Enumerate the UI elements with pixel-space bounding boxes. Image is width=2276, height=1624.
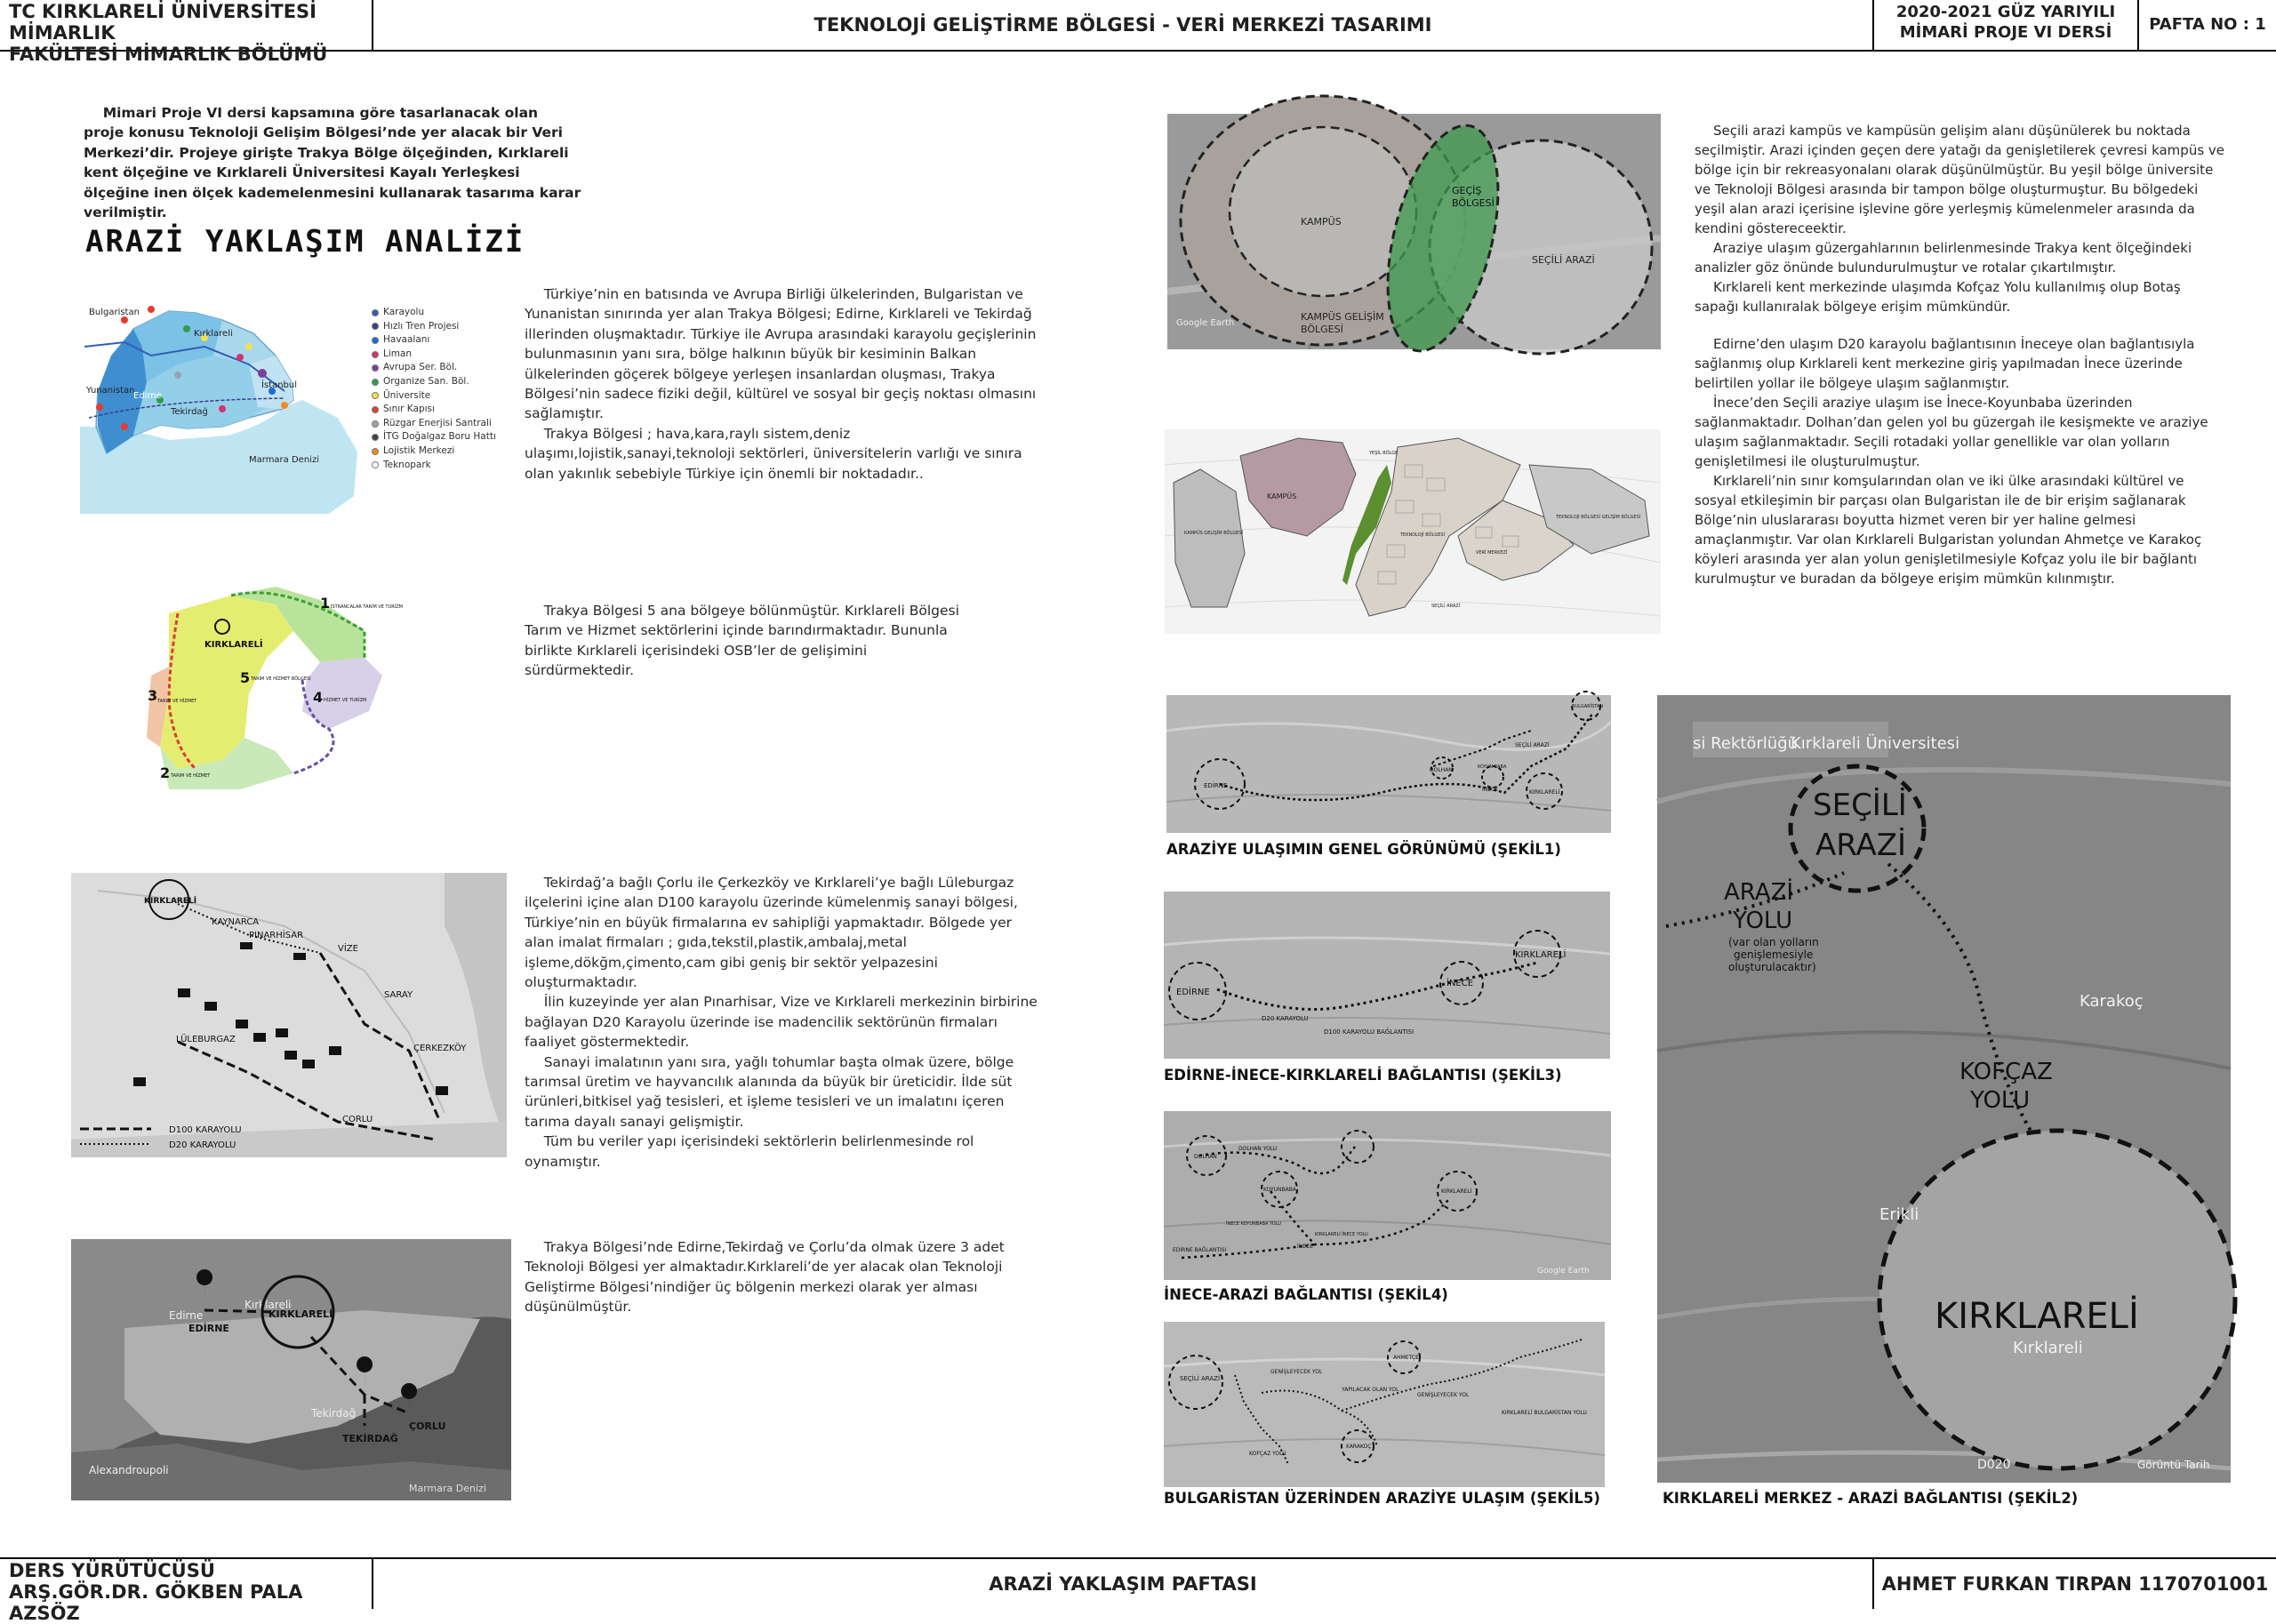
intro-paragraph: Mimari Proje VI dersi kapsamına göre tasarlanacak olan proje konusu Teknoloji Gelişim Bölgesi’nde yer alacak bir Veri Merkezi’dir. Projeye girişte Trakya Bölge ölçeğinden, Kırklareli kent ölçeğine ve Kırklareli Üniversitesi Kayalı Yerleşkesi ölçeğine inen ölçek kademelenmesini kullanarak tasarıma karar verilmiştir. [84, 105, 581, 221]
label-edirne: Edirne [133, 391, 162, 401]
school-line2: FAKÜLTESİ MİMARLIK BÖLÜMÜ [9, 44, 328, 65]
region-4-label: HİZMET VE TURİZM [324, 698, 367, 703]
legend-swatch-icon [372, 351, 379, 358]
section-heading: ARAZİ YAKLAŞIM ANALİZİ [85, 224, 525, 260]
access-paragraph: Edirne’den ulaşım D20 karayolu bağlantısının İneceye olan bağlantısıyla sağlanmış olup Kırklareli kent merkezine giriş yapılmadan İnece üzerinde belirtilen yollar ile bölgeye ulaşım sağlanmıştır. İnece’den Seçili araziye ulaşım ise İnece-Koyunbaba üzerinden sağlanmaktadır. Dolhan’dan gelen yol bu güzergah ile kesişmekte ve araziye ulaşım sağlanmaktadır. Seçili rotadaki yollar genellikle var olan yolların genişletilmesi ile oluşturulmuştur. Kırklareli’nin sınır komşularından olan ve iki ülke arasındaki kültürel ve sosyal etkileşimin bir parçası olan Bulgaristan ile de bir erişim sağlanarak Bölge’nin uluslararası boyutta hizmet veren bir yer haline gelmesi amaçlanmıştır. Var olan Kırklareli Bulgaristan yolundan Ahmetçe ve Karakoç köyleri arasında yer alan yolun genişletilmesiyle Kofçaz yolu ile bir bağlantı kurulmuştur ve buradan da bölgeye erişim mümkün kılınmıştır. [1695, 336, 2208, 587]
title-block-top [0, 0, 2276, 65]
fig5-kofcaz: KOFÇAZ YOLU [1249, 1451, 1286, 1457]
instructor-cell [0, 1559, 373, 1624]
industry-luleburgaz: LÜLEBURGAZ [176, 1035, 236, 1044]
student-name: AHMET FURKAN TIRPAN 1170701001 [1881, 1573, 2269, 1595]
map-legend [372, 306, 496, 472]
fig5-gen2: GENİŞLEYECEK YOL [1417, 1392, 1470, 1398]
legend-item [372, 403, 496, 417]
trakya-infrastructure-map [71, 293, 373, 516]
photo-kampus: KAMPÜS [1301, 216, 1342, 228]
industry-paragraph: Tekirdağ’a bağlı Çorlu ile Çerkezköy ve Kırklareli’ye bağlı Lüleburgaz ilçelerini içine alan D100 karayolu üzerinde kümelenmiş sanayi bölgesi, Türkiye’nin en büyük firmalarına ev sahipliği yapmaktadır. Bölgede yer alan imalat firmaları ; gıda,tekstil,plastik,ambalaj,metal işleme,dökğm,çimento,cam gibi geniş bir sektör yelpazesini oluşturmaktadır. İlin kuzeyinde yer alan Pınarhisar, Vize ve Kırklareli merkezinin birbirine bağlayan D20 Karayolu üzerinde ise madencilik sektörünün firmaları faaliyet göstermektedir. Sanayi imalatının yanı sıra, yağlı tohumlar başta olmak üzere, bölge tarımsal üretim ve hayvancılık alanında da büyük bir üreticidir. İlde süt ürünleri,bitkisel yağ tesisleri, et işleme tesisleri ve un imalatını içeren tarıma dayalı sanayi gelişmiştir. Tüm bu veriler yapı içerisindeki sektörlerin belirlenmesinde rol oynamıştır. [525, 875, 1038, 1170]
legend-label: Lojistik Merkezi [383, 444, 455, 456]
fig3-inece: İNECE [1447, 979, 1474, 988]
legend-label: Rüzgar Enerjisi Santrali [383, 417, 492, 428]
industry-kaynarca: KAYNARCA [212, 917, 260, 927]
sheet-no: PAFTA NO : 1 [2149, 15, 2266, 34]
figure-4-caption: İNECE-ARAZİ BAĞLANTISI (ŞEKİL4) [1164, 1286, 1448, 1303]
fig2-bg-erikli: Erikli [1879, 1205, 1919, 1224]
fig2-bg-rektorlugu: si Rektörlüğü [1693, 734, 1799, 753]
tgb-tekirdag: TEKİRDAĞ [342, 1433, 398, 1444]
legend-swatch-icon [372, 434, 379, 441]
fig5-gen1: GENİŞLEYECEK YOL [1270, 1369, 1323, 1375]
plan-veri: VERİ MERKEZİ [1476, 550, 1508, 556]
legend-label: Hızlı Tren Projesi [383, 320, 460, 332]
fig2-kirklareli: KIRKLARELİ [1935, 1296, 2139, 1337]
regions-kirklareli: KIRKLARELİ [204, 640, 263, 650]
legend-item [372, 361, 496, 375]
fig2-bg-kirk: Kırklareli [2013, 1339, 2083, 1357]
term-line2: MİMARİ PROJE VI DERSİ [1899, 23, 2112, 42]
fig1-edirne: EDİRNE [1204, 782, 1228, 789]
fig4-kirklareli: KIRKLARELİ [1441, 1188, 1472, 1195]
trakya-paragraph: Türkiye’nin en batısında ve Avrupa Birliği ülkelerinden, Bulgaristan ve Yunanistan sınırında yer alan Trakya Bölgesi; Edirne, Kırklareli ve Tekirdağ illerinden oluşmaktadır. Türkiye ile Avrupa arasındaki karayolu geçişlerinin bulunmasının yanı sıra, bölge halkının büyük bir kesiminin Balkan ülkelerinden göçerek bölgeye yerleşen insanlardan oluşması, Trakya Bölgesi’nin sadece fiziki değil, kültürel ve sosyal bir geçiş noktası olmasını sağlamıştır. Trakya Bölgesi ; hava,kara,raylı sistem,deniz ulaşımı,lojistik,sanayi,teknoloji sektörleri, üniversitelerin varlığı ve sınıra olan yakınlık sebebiyle Türkiye için önemli bir noktadadır.. [525, 286, 1037, 482]
industry-vize: VİZE [338, 944, 358, 954]
fig1-dolhan: DOLHAN [1430, 767, 1453, 773]
photo-gelisim2: BÖLGESİ [1301, 324, 1343, 335]
school-line1: TC KIRKLARELİ ÜNİVERSİTESİ MİMARLIK [9, 1, 317, 44]
industry-pinarhisar: PINARHİSAR [249, 931, 304, 940]
label-kirklareli: Kırklareli [194, 329, 233, 339]
tgb-bg-tekirdag: Tekirdağ [311, 1407, 357, 1420]
region-4-number: 4 [313, 689, 324, 706]
photo-gelisim1: KAMPÜS GELİŞİM [1301, 311, 1384, 323]
photo-secili: SEÇİLİ ARAZİ [1532, 254, 1595, 266]
tgb-locations-map [71, 1239, 511, 1500]
plan-teknoloji: TEKNOLOJİ BÖLGESİ [1400, 532, 1445, 538]
region-1-label: İSTRANCALAR TARIM VE TURİZM [331, 604, 403, 610]
fig2-bg-uni: Kırklareli Üniversitesi [1791, 734, 1960, 753]
fig3-d100: D100 KARAYOLU BAĞLANTISI [1324, 1028, 1414, 1036]
legend-swatch-icon [372, 448, 379, 455]
site-zoning-plan [1165, 429, 1661, 634]
fig5-karakoc: KARAKOÇ [1346, 1444, 1372, 1450]
figure-5-caption: BULGARİSTAN ÜZERİNDEN ARAZİYE ULAŞIM (ŞEKİL5) [1164, 1490, 1600, 1507]
regions-map-svg [142, 578, 403, 791]
instructor-name: ARŞ.GÖR.DR. GÖKBEN PALA AZSÖZ [9, 1581, 303, 1624]
fig2-kofcaz1: KOFÇAZ [1959, 1059, 2053, 1085]
legend-label: Karayolu [383, 307, 425, 317]
figure-1-general-access [1166, 695, 1611, 833]
industry-map [71, 873, 507, 1157]
project-title: TEKNOLOJİ GELİŞTİRME BÖLGESİ - VERİ MERKEZİ TASARIMI [813, 14, 1432, 36]
tgb-edirne: EDİRNE [188, 1323, 229, 1334]
region-5-label: TARIM VE HİZMET BÖLGESİ [251, 676, 311, 682]
fig4-dolhan: DOLHAN [1194, 1154, 1217, 1160]
student-cell [1874, 1559, 2276, 1609]
label-marmara: Marmara Denizi [249, 455, 319, 465]
fig2-bg-d020: D020 [1977, 1458, 2011, 1472]
region-2-label: TARIM VE HİZMET [171, 773, 211, 779]
fig4-koyunbaba: KOYUNBABA [1263, 1187, 1296, 1193]
tgb-paragraph: Trakya Bölgesi’nde Edirne,Tekirdağ ve Çorlu’da olmak üzere 3 adet Teknoloji Bölgesi yer almaktadır.Kırklareli’de yer alacak olan Teknoloji Geliştirme Bölgesi’nindiğer üç bölgenin merkezi olarak yer alması düşünülmüştür. [525, 1239, 1005, 1316]
legend-item [372, 375, 496, 389]
legend-item [372, 417, 496, 431]
tgb-map-svg [71, 1239, 511, 1500]
legend-swatch-icon [372, 337, 379, 344]
legend-item [372, 348, 496, 362]
plan-tgb2: TEKNOLOJİ BÖLGESİ GELİŞİM BÖLGESİ [1556, 515, 1641, 520]
legend-label: Havaalanı [383, 334, 430, 346]
legend-item [372, 444, 496, 459]
legend-swatch-icon [372, 379, 379, 386]
region-5-number: 5 [240, 669, 251, 686]
instructor-label: DERS YÜRÜTÜCÜSÜ [9, 1560, 215, 1581]
trakya-regions-map [142, 578, 403, 791]
project-title-cell [373, 0, 1874, 50]
fig2-kofcaz2: YOLU [1970, 1087, 2031, 1114]
legend-item [372, 333, 496, 348]
fig2-svg [1657, 695, 2231, 1483]
figure-2-city-center-access [1657, 695, 2231, 1483]
plan-green: YEŞİL BÖLGE [1369, 451, 1398, 456]
fig4-dolhan-yolu: DOLHAN YOLU [1238, 1146, 1278, 1152]
fig1-kirklareli: KIRKLARELİ [1529, 789, 1560, 796]
campus-development-zone [1174, 469, 1245, 607]
tgb-corlu: ÇORLU [409, 1420, 446, 1432]
region-2-number: 2 [160, 764, 171, 781]
fig5-secili: SEÇİLİ ARAZİ [1180, 1375, 1221, 1382]
fig4-inece-yolu: KIRKLARELİ İNECE YOLU [1315, 1232, 1368, 1237]
fig1-koyunbaba: KOYUN BABA [1478, 764, 1507, 770]
industry-corlu: ÇORLU [342, 1115, 373, 1124]
label-bulgaristan: Bulgaristan [89, 308, 140, 317]
term-line1: 2020-2021 GÜZ YARIYILI [1895, 3, 2116, 21]
fig5-svg [1164, 1322, 1605, 1487]
regions-paragraph: Trakya Bölgesi 5 ana bölgeye bölünmüştür. Kırklareli Bölgesi Tarım ve Hizmet sektörlerini içinde barındırmaktadır. Bununla birlikte Kırklareli içerisindeki OSB’ler de gelişimini sürdürmektedir. [525, 603, 959, 679]
legend-item [372, 389, 496, 404]
sheet-name: ARAZİ YAKLAŞIM PAFTASI [989, 1573, 1257, 1595]
term-cell [1874, 0, 2139, 50]
fig2-note3: oluşturulacaktır) [1728, 961, 1816, 973]
label-tekirdag: Tekirdağ [171, 407, 208, 417]
figure-2-caption: KIRKLARELİ MERKEZ - ARAZİ BAĞLANTISI (ŞEKİL2) [1663, 1490, 2079, 1507]
tgb-kirklareli: KIRKLARELİ [268, 1308, 333, 1320]
fig1-secili: SEÇİLİ ARAZİ [1515, 742, 1550, 748]
figure-4-inece-site [1164, 1111, 1611, 1280]
legend-label: Avrupa Ser. Böl. [383, 362, 458, 373]
tgb-bg-edirne: Edirne [169, 1309, 204, 1322]
legend-label: İTG Doğalgaz Boru Hattı [383, 431, 496, 443]
legend-label: Liman [383, 348, 413, 359]
fig2-secili2: ARAZİ [1815, 828, 1907, 863]
legend-swatch-icon [372, 461, 379, 468]
fig4-watermark: Google Earth [1537, 1267, 1590, 1276]
school-cell [0, 0, 373, 65]
figure-3-edirne-inece [1164, 892, 1610, 1059]
photo-watermark: Google Earth [1176, 318, 1235, 328]
fig3-edirne: EDİRNE [1176, 988, 1210, 997]
legend-swatch-icon [372, 392, 379, 399]
figure-1-caption: ARAZİYE ULAŞIMIN GENEL GÖRÜNÜMÜ (ŞEKİL1) [1166, 841, 1561, 858]
site-paragraph: Seçili arazi kampüs ve kampüsün gelişim alanı düşünülerek bu noktada seçilmiştir. Arazi içinden geçen dere yatağı da genişletilerek çevresi kampüs ve bölge için bir rekreasyonalanı olarak düşünülmüştür. Bu yeşil bölge üniversite ve Teknoloji Bölgesi arasında bir tampon bölge oluşturmuştur. Bu bölgedeki yeşil alan arazi içerisine işlevine göre yerleşmiş kümelenmeler arasında da kendini göstereceektir. Araziye ulaşım güzergahlarının belirlenmesinde Trakya kent ölçeğindeki analizler göz önünde bulundurulmuştur ve rotalar çıkartılmıştır. Kırklareli kent merkezinde ulaşımda Kofçaz Yolu kullanılmış olup Botaş sapağı kullanıralak bölgeye erişim mümkündür. [1695, 123, 2225, 315]
site-aerial-photo [1167, 114, 1661, 349]
fig2-bg-karakoc: Karakoç [2080, 992, 2144, 1011]
legend-item [372, 306, 496, 320]
trakya-map-svg [71, 293, 373, 516]
fig4-edirne: EDİRNE BAĞLANTISI [1173, 1247, 1227, 1253]
fig4-svg [1164, 1111, 1611, 1280]
fig1-bulgaristan: BULGARİSTAN [1572, 704, 1604, 709]
label-istanbul: İstanbul [261, 380, 298, 390]
fig2-arazi2: YOLU [1733, 908, 1793, 934]
legend-item [372, 459, 496, 473]
figure-5-bulgaria-access [1164, 1322, 1605, 1487]
legend-swatch-icon [372, 309, 379, 316]
region-3-label: TARIM VE HİZMET [157, 699, 197, 704]
industry-kirklareli: KIRKLARELİ [144, 897, 197, 906]
industry-legend-d20: D20 KARAYOLU [169, 1140, 236, 1150]
tgb-bg-kirklareli: Kırklareli [244, 1299, 292, 1311]
legend-swatch-icon [372, 420, 379, 428]
legend-swatch-icon [372, 406, 379, 413]
title-block-bottom [0, 1557, 2276, 1624]
fig2-secili1: SEÇİLİ [1813, 788, 1907, 823]
fig2-bg-goruntu: Görüntü Tarih [2137, 1459, 2210, 1471]
plan-gelisim: KAMPÜS GELİŞİM BÖLGESİ [1184, 531, 1243, 536]
label-yunanistan: Yunanistan [86, 386, 135, 396]
fig2-note1: (var olan yolların [1728, 936, 1819, 948]
tgb-bg-sea: Marmara Denizi [409, 1483, 486, 1494]
fig3-svg [1164, 892, 1610, 1059]
sheet-no-cell [2139, 0, 2276, 50]
legend-label: Teknopark [383, 459, 431, 470]
region-3-number: 3 [148, 687, 158, 704]
legend-item [372, 320, 496, 334]
tgb-bg-alex: Alexandroupoli [89, 1464, 169, 1476]
fig3-kirklareli: KIRKLARELİ [1515, 950, 1567, 960]
legend-label: Üniversite [383, 389, 431, 401]
industry-cerkezkoy: ÇERKEZKÖY [413, 1044, 467, 1053]
photo-gecis2: BÖLGESİ [1452, 197, 1495, 209]
fig5-ahmetce: AHMETÇE [1393, 1355, 1419, 1361]
fig4-inece: İNECE [1297, 1244, 1314, 1250]
site-plan-svg [1165, 429, 1661, 634]
legend-label: Organize San. Böl. [383, 375, 469, 387]
site-photo-svg [1167, 114, 1661, 349]
figure-3-caption: EDİRNE-İNECE-KIRKLARELİ BAĞLANTISI (ŞEKİL3) [1164, 1067, 1562, 1084]
industry-saray: SARAY [384, 990, 413, 1000]
fig2-arazi1: ARAZİ [1724, 879, 1794, 906]
legend-item [372, 430, 496, 444]
fig1-inece: İNECE [1482, 787, 1499, 793]
industry-map-svg [71, 873, 507, 1157]
campus-circle [1230, 127, 1416, 296]
fig3-d20: D20 KARAYOLU [1262, 1015, 1309, 1022]
fig1-svg [1166, 695, 1611, 833]
fig2-note2: genişlemesiyle [1734, 948, 1814, 961]
fig5-yapilacak: YAPILACAK OLAN YOL [1342, 1387, 1399, 1393]
photo-gecis1: GEÇİŞ [1452, 185, 1482, 196]
plan-kampus: KAMPÜS [1267, 492, 1297, 500]
legend-swatch-icon [372, 364, 379, 372]
fig5-bulg-yolu: KIRKLARELİ BULGARİSTAN YOLU [1502, 1410, 1587, 1416]
legend-swatch-icon [372, 323, 379, 330]
region-1-number: 1 [320, 595, 331, 612]
plan-secili: SEÇİLİ ARAZİ [1431, 604, 1461, 609]
industry-legend-d100: D100 KARAYOLU [169, 1125, 242, 1135]
fig4-koyunbaba-yolu: İNECE KOYUNBABA YOLU [1226, 1221, 1281, 1227]
sheet-name-cell [373, 1559, 1874, 1609]
legend-label: Sınır Kapısı [383, 404, 435, 415]
